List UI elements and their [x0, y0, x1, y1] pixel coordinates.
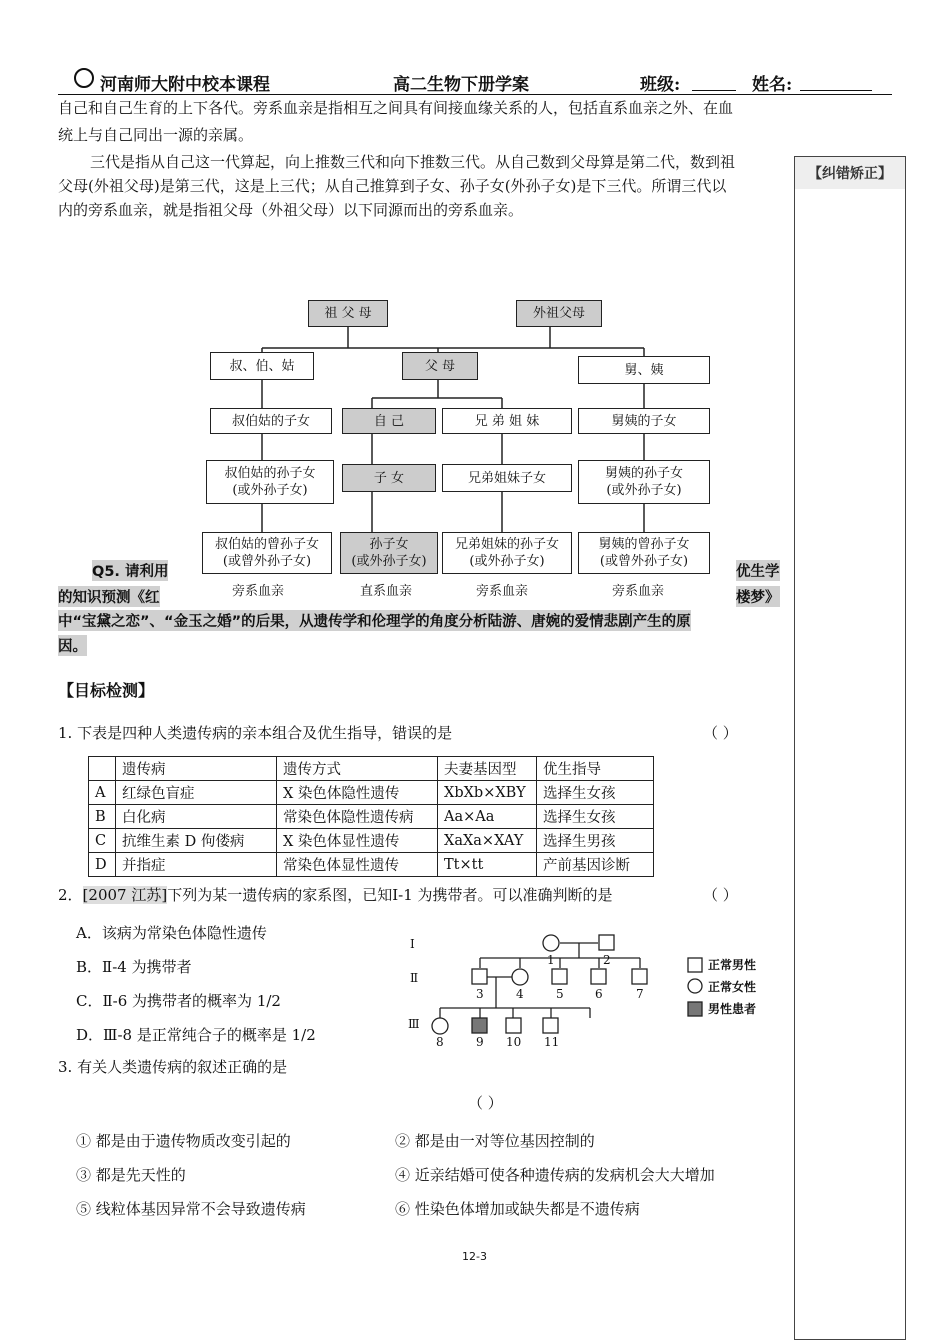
sidebar-title: 【纠错矫正】 [795, 157, 905, 189]
kin-maternal-children: 舅姨的子女 [578, 408, 710, 434]
q2-stem-line [58, 882, 613, 909]
kin-self: 自 己 [342, 408, 436, 434]
q2-option-d[interactable]: D．Ⅲ-8 是正常纯合子的概率是 1/2 [76, 1026, 316, 1044]
correction-sidebar [794, 156, 906, 1340]
q1-cell: XbXb×XBY [438, 781, 537, 805]
q1-paren[interactable]: （ ） [703, 724, 738, 742]
q2-option-a[interactable]: A．该病为常染色体隐性遗传 [76, 924, 267, 942]
q5-part-3: 的知识预测《红 [58, 586, 160, 607]
school-name: 河南师大附中校本课程 [100, 75, 270, 95]
q1-cell: Tt×tt [438, 853, 537, 877]
legend-normal-male: 正常男性 [708, 958, 757, 972]
q5-line-3: 因。 [58, 635, 87, 656]
kin-siblings-children: 兄弟姐妹子女 [442, 464, 572, 492]
gen-label-2: Ⅱ [410, 971, 419, 985]
name-label: 姓名: [752, 75, 793, 95]
q3-item-6[interactable]: ⑥ 性染色体增加或缺失都是不遗传病 [395, 1200, 640, 1218]
q1-cell: 红绿色盲症 [116, 781, 277, 805]
q1-cell: 选择生女孩 [537, 781, 654, 805]
ped-id-1: 1 [547, 953, 555, 967]
q5-part-4: 楼梦》 [736, 586, 780, 607]
q3-item-2[interactable]: ② 都是由一对等位基因控制的 [395, 1132, 595, 1150]
kin-uncles-great-l1: 叔伯姑的曾孙子女 [214, 537, 319, 552]
kin-cat-collateral-1: 旁系血亲 [232, 584, 285, 599]
q1-th-1: 遗传病 [116, 757, 277, 781]
q3-item-3[interactable]: ③ 都是先天性的 [76, 1166, 186, 1184]
kin-maternal-great-l2: (或曾外孙子女) [599, 554, 689, 569]
ped-id-11: 11 [544, 1035, 560, 1049]
q5-line-2: 中“宝黛之恋”、“金玉之婚”的后果，从遗传学和伦理学的角度分析陆游、唐婉的爱情悲剧产生的原 [58, 610, 691, 631]
q1-cell: A [89, 781, 116, 805]
q1-cell: 产前基因诊断 [537, 853, 654, 877]
kin-uncles-grandchildren [206, 460, 334, 504]
q2-option-c[interactable]: C．Ⅱ-6 为携带者的概率为 1/2 [76, 992, 281, 1010]
q1-cell: X 染色体隐性遗传 [277, 781, 438, 805]
q1-cell: B [89, 805, 116, 829]
intro-line-1: 自己和自己生育的上下各代。旁系血亲是指相互之间具有间接血缘关系的人，包括直系血亲之外、在血 [58, 99, 734, 117]
ped-id-5: 5 [556, 987, 564, 1001]
q2-paren[interactable]: （ ） [703, 886, 738, 904]
ped-id-10: 10 [506, 1035, 522, 1049]
kin-siblings-grand-l2: (或外孙子女) [469, 554, 545, 569]
kin-maternal-great [578, 532, 710, 574]
q1-cell: 选择生女孩 [537, 805, 654, 829]
kin-parents: 父 母 [402, 352, 478, 380]
ped-id-2: 2 [603, 953, 611, 967]
gen-label-1: Ⅰ [410, 937, 415, 951]
kin-grandparents: 祖 父 母 [308, 300, 388, 327]
q1-stem: 1. 下表是四种人类遗传病的亲本组合及优生指导，错误的是 [58, 724, 453, 742]
q2-stem: 下列为某一遗传病的家系图，已知Ⅰ-1 为携带者。可以准确判断的是 [167, 886, 613, 904]
kin-grandchildren-l2: (或外孙子女) [351, 554, 427, 569]
q1-cell: D [89, 853, 116, 877]
table-row [89, 829, 654, 853]
kin-uncles-grandchildren-l2: (或外孙子女) [232, 483, 308, 498]
q1-th-4: 优生指导 [537, 757, 654, 781]
ped-id-7: 7 [636, 987, 644, 1001]
q1-cell: Aa×Aa [438, 805, 537, 829]
q1-cell: 并指症 [116, 853, 277, 877]
ped-id-3: 3 [476, 987, 484, 1001]
q2-source: [2007 江苏] [82, 886, 168, 904]
kin-maternal-grandchildren [578, 460, 710, 504]
kin-siblings-grand-l1: 兄弟姐妹的孙子女 [454, 537, 559, 552]
table-row [89, 805, 654, 829]
intro-line-2: 统上与自己同出一源的亲属。 [58, 126, 254, 144]
q5-part-2: 优生学 [736, 560, 780, 581]
kin-maternal-grandparents: 外祖父母 [516, 300, 602, 327]
kin-cat-collateral-3: 旁系血亲 [612, 584, 665, 599]
intro-line-3: 三代是指从自己这一代算起，向上推数三代和向下推数三代。从自己数到父母算是第二代，数到祖 [90, 153, 736, 171]
kin-uncles-grandchildren-l1: 叔伯姑的孙子女 [224, 466, 316, 481]
q1-cell: 抗维生素 D 佝偻病 [116, 829, 277, 853]
legend-affected-male: 男性患者 [708, 1002, 757, 1016]
name-blank[interactable] [800, 90, 872, 91]
q1-cell: 选择生男孩 [537, 829, 654, 853]
ped-id-6: 6 [595, 987, 603, 1001]
q3-stem: 3. 有关人类遗传病的叙述正确的是 [58, 1058, 288, 1076]
section-title: 【目标检测】 [58, 681, 155, 700]
q1-cell: 白化病 [116, 805, 277, 829]
q1-cell: 常染色体隐性遗传病 [277, 805, 438, 829]
kin-grandchildren [340, 532, 438, 574]
q3-paren[interactable]: （ ） [468, 1094, 503, 1112]
intro-line-5: 内的旁系血亲，就是指祖父母（外祖父母）以下同源而出的旁系血亲。 [58, 201, 524, 219]
class-label: 班级: [640, 75, 681, 95]
q1-th-2: 遗传方式 [277, 757, 438, 781]
ped-id-9: 9 [476, 1035, 484, 1049]
gen-label-3: Ⅲ [408, 1017, 420, 1031]
intro-line-4: 父母(外祖父母)是第三代，这是上三代；从自己推算到子女、孙子女(外孙子女)是下三代。所谓三代以 [58, 177, 727, 195]
kin-uncles-aunts: 叔、伯、姑 [210, 352, 314, 380]
kin-uncles-children: 叔伯姑的子女 [210, 408, 332, 434]
q5-part-1: Q5. 请利用 [92, 560, 168, 581]
kin-cat-direct: 直系血亲 [360, 584, 413, 599]
page-number: 12-3 [462, 1250, 487, 1263]
kin-siblings: 兄 弟 姐 妹 [442, 408, 572, 434]
kin-maternal-grandchildren-l2: (或外孙子女) [606, 483, 682, 498]
table-row [89, 853, 654, 877]
q1-table-header [89, 757, 654, 781]
class-blank[interactable] [692, 90, 736, 91]
q1-cell: X 染色体显性遗传 [277, 829, 438, 853]
q1-th-3: 夫妻基因型 [438, 757, 537, 781]
pedigree-diagram [400, 928, 780, 1050]
q3-item-5[interactable]: ⑤ 线粒体基因异常不会导致遗传病 [76, 1200, 306, 1218]
page-title: 高二生物下册学案 [393, 75, 529, 95]
q2-num: 2． [58, 886, 83, 904]
kin-cat-collateral-2: 旁系血亲 [476, 584, 529, 599]
kin-uncles-great [202, 532, 332, 574]
kin-uncles-great-l2: (或曾外孙子女) [222, 554, 312, 569]
kin-maternal-grandchildren-l1: 舅姨的孙子女 [604, 466, 683, 481]
school-logo [74, 68, 94, 88]
q1-cell: 常染色体显性遗传 [277, 853, 438, 877]
legend-normal-female: 正常女性 [708, 980, 757, 994]
ped-id-4: 4 [516, 987, 524, 1001]
q1-cell: C [89, 829, 116, 853]
q2-option-b[interactable]: B．Ⅱ-4 为携带者 [76, 958, 192, 976]
kin-siblings-grand [442, 532, 572, 574]
kin-maternal-uncles-aunts: 舅、姨 [578, 356, 710, 384]
q1-th-0 [89, 757, 116, 781]
q1-table [88, 756, 654, 877]
kin-children: 子 女 [342, 464, 436, 492]
q3-item-4[interactable]: ④ 近亲结婚可使各种遗传病的发病机会大大增加 [395, 1166, 715, 1184]
kin-grandchildren-l1: 孙子女 [369, 537, 409, 552]
kin-maternal-great-l1: 舅姨的曾孙子女 [598, 537, 690, 552]
q1-cell: XaXa×XAY [438, 829, 537, 853]
table-row [89, 781, 654, 805]
q3-item-1[interactable]: ① 都是由于遗传物质改变引起的 [76, 1132, 291, 1150]
ped-id-8: 8 [436, 1035, 444, 1049]
